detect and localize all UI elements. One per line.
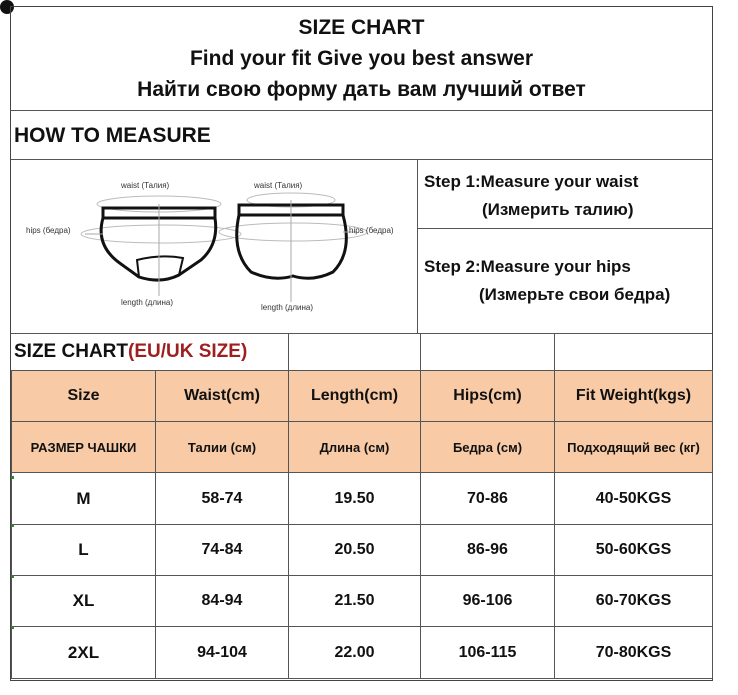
- table-cell-waist: 58-74: [155, 472, 289, 525]
- column-header-ru-hips: Бедра (см): [420, 421, 555, 473]
- row-marker: [11, 524, 14, 527]
- table-cell-waist: 84-94: [155, 575, 289, 627]
- row-marker: [11, 476, 14, 479]
- step-2-box: [418, 229, 712, 334]
- table-cell-weight: 40-50KGS: [554, 472, 713, 525]
- left-hips-label: hips (бедра): [26, 226, 71, 235]
- table-cell-weight: 70-80KGS: [554, 626, 713, 679]
- column-header-weight: Fit Weight(kgs): [554, 370, 713, 422]
- underwear-diagram: [11, 160, 417, 333]
- table-cell-hips: 106-115: [420, 626, 555, 679]
- step-2-translation: (Измерьте свои бедра): [479, 285, 671, 304]
- size-label-cell: XL: [11, 575, 156, 627]
- step-1-translation: (Измерить талию): [482, 200, 634, 219]
- table-cell-length: 20.50: [288, 524, 421, 576]
- table-cell-length: 22.00: [288, 626, 421, 679]
- left-waist-label: waist (Талия): [121, 181, 170, 190]
- size-chart-heading-region: (EU/UK SIZE): [128, 341, 248, 362]
- right-hips-label: hips (бедра): [349, 226, 394, 235]
- page-title: SIZE CHART: [298, 16, 425, 39]
- left-length-label: length (длина): [121, 298, 174, 307]
- right-length-label: length (длина): [261, 303, 314, 312]
- column-header-ru-length: Длина (см): [288, 421, 421, 473]
- column-header-ru-weight: Подходящий вес (кг): [554, 421, 713, 473]
- column-header-size: Size: [11, 370, 156, 422]
- subtitle-russian: Найти свою форму дать вам лучший ответ: [137, 78, 586, 101]
- size-chart-heading: [11, 334, 289, 370]
- how-to-measure-heading: HOW TO MEASURE: [11, 112, 712, 160]
- brief-back-drawing: [219, 193, 367, 302]
- size-label-cell: L: [11, 524, 156, 576]
- subtitle-english: Find your fit Give you best answer: [189, 47, 534, 70]
- step-1-text: Step 1:Measure your waist: [424, 172, 639, 191]
- heading-divider-1: [420, 334, 421, 370]
- table-cell-waist: 94-104: [155, 626, 289, 679]
- measurement-illustration: [11, 160, 418, 334]
- step-2-text: Step 2:Measure your hips: [424, 257, 631, 276]
- table-cell-weight: 60-70KGS: [554, 575, 713, 627]
- size-label-cell: 2XL: [11, 626, 156, 679]
- column-header-length: Length(cm): [288, 370, 421, 422]
- step-1-box: [418, 160, 712, 229]
- row-marker: [11, 575, 14, 578]
- right-waist-label: waist (Талия): [254, 181, 303, 190]
- row-marker: [11, 626, 14, 629]
- title-block: [11, 7, 712, 111]
- table-cell-length: 21.50: [288, 575, 421, 627]
- brief-front-drawing: [81, 196, 241, 296]
- column-header-waist: Waist(cm): [155, 370, 289, 422]
- column-header-ru-size: РАЗМЕР ЧАШКИ: [11, 421, 156, 473]
- column-header-ru-waist: Талии (см): [155, 421, 289, 473]
- table-cell-hips: 96-106: [420, 575, 555, 627]
- table-cell-length: 19.50: [288, 472, 421, 525]
- table-cell-weight: 50-60KGS: [554, 524, 713, 576]
- table-cell-hips: 86-96: [420, 524, 555, 576]
- table-cell-hips: 70-86: [420, 472, 555, 525]
- column-header-hips: Hips(cm): [420, 370, 555, 422]
- heading-divider-2: [554, 334, 555, 370]
- table-cell-waist: 74-84: [155, 524, 289, 576]
- size-chart-heading-main: SIZE CHART: [14, 341, 128, 362]
- size-label-cell: M: [11, 472, 156, 525]
